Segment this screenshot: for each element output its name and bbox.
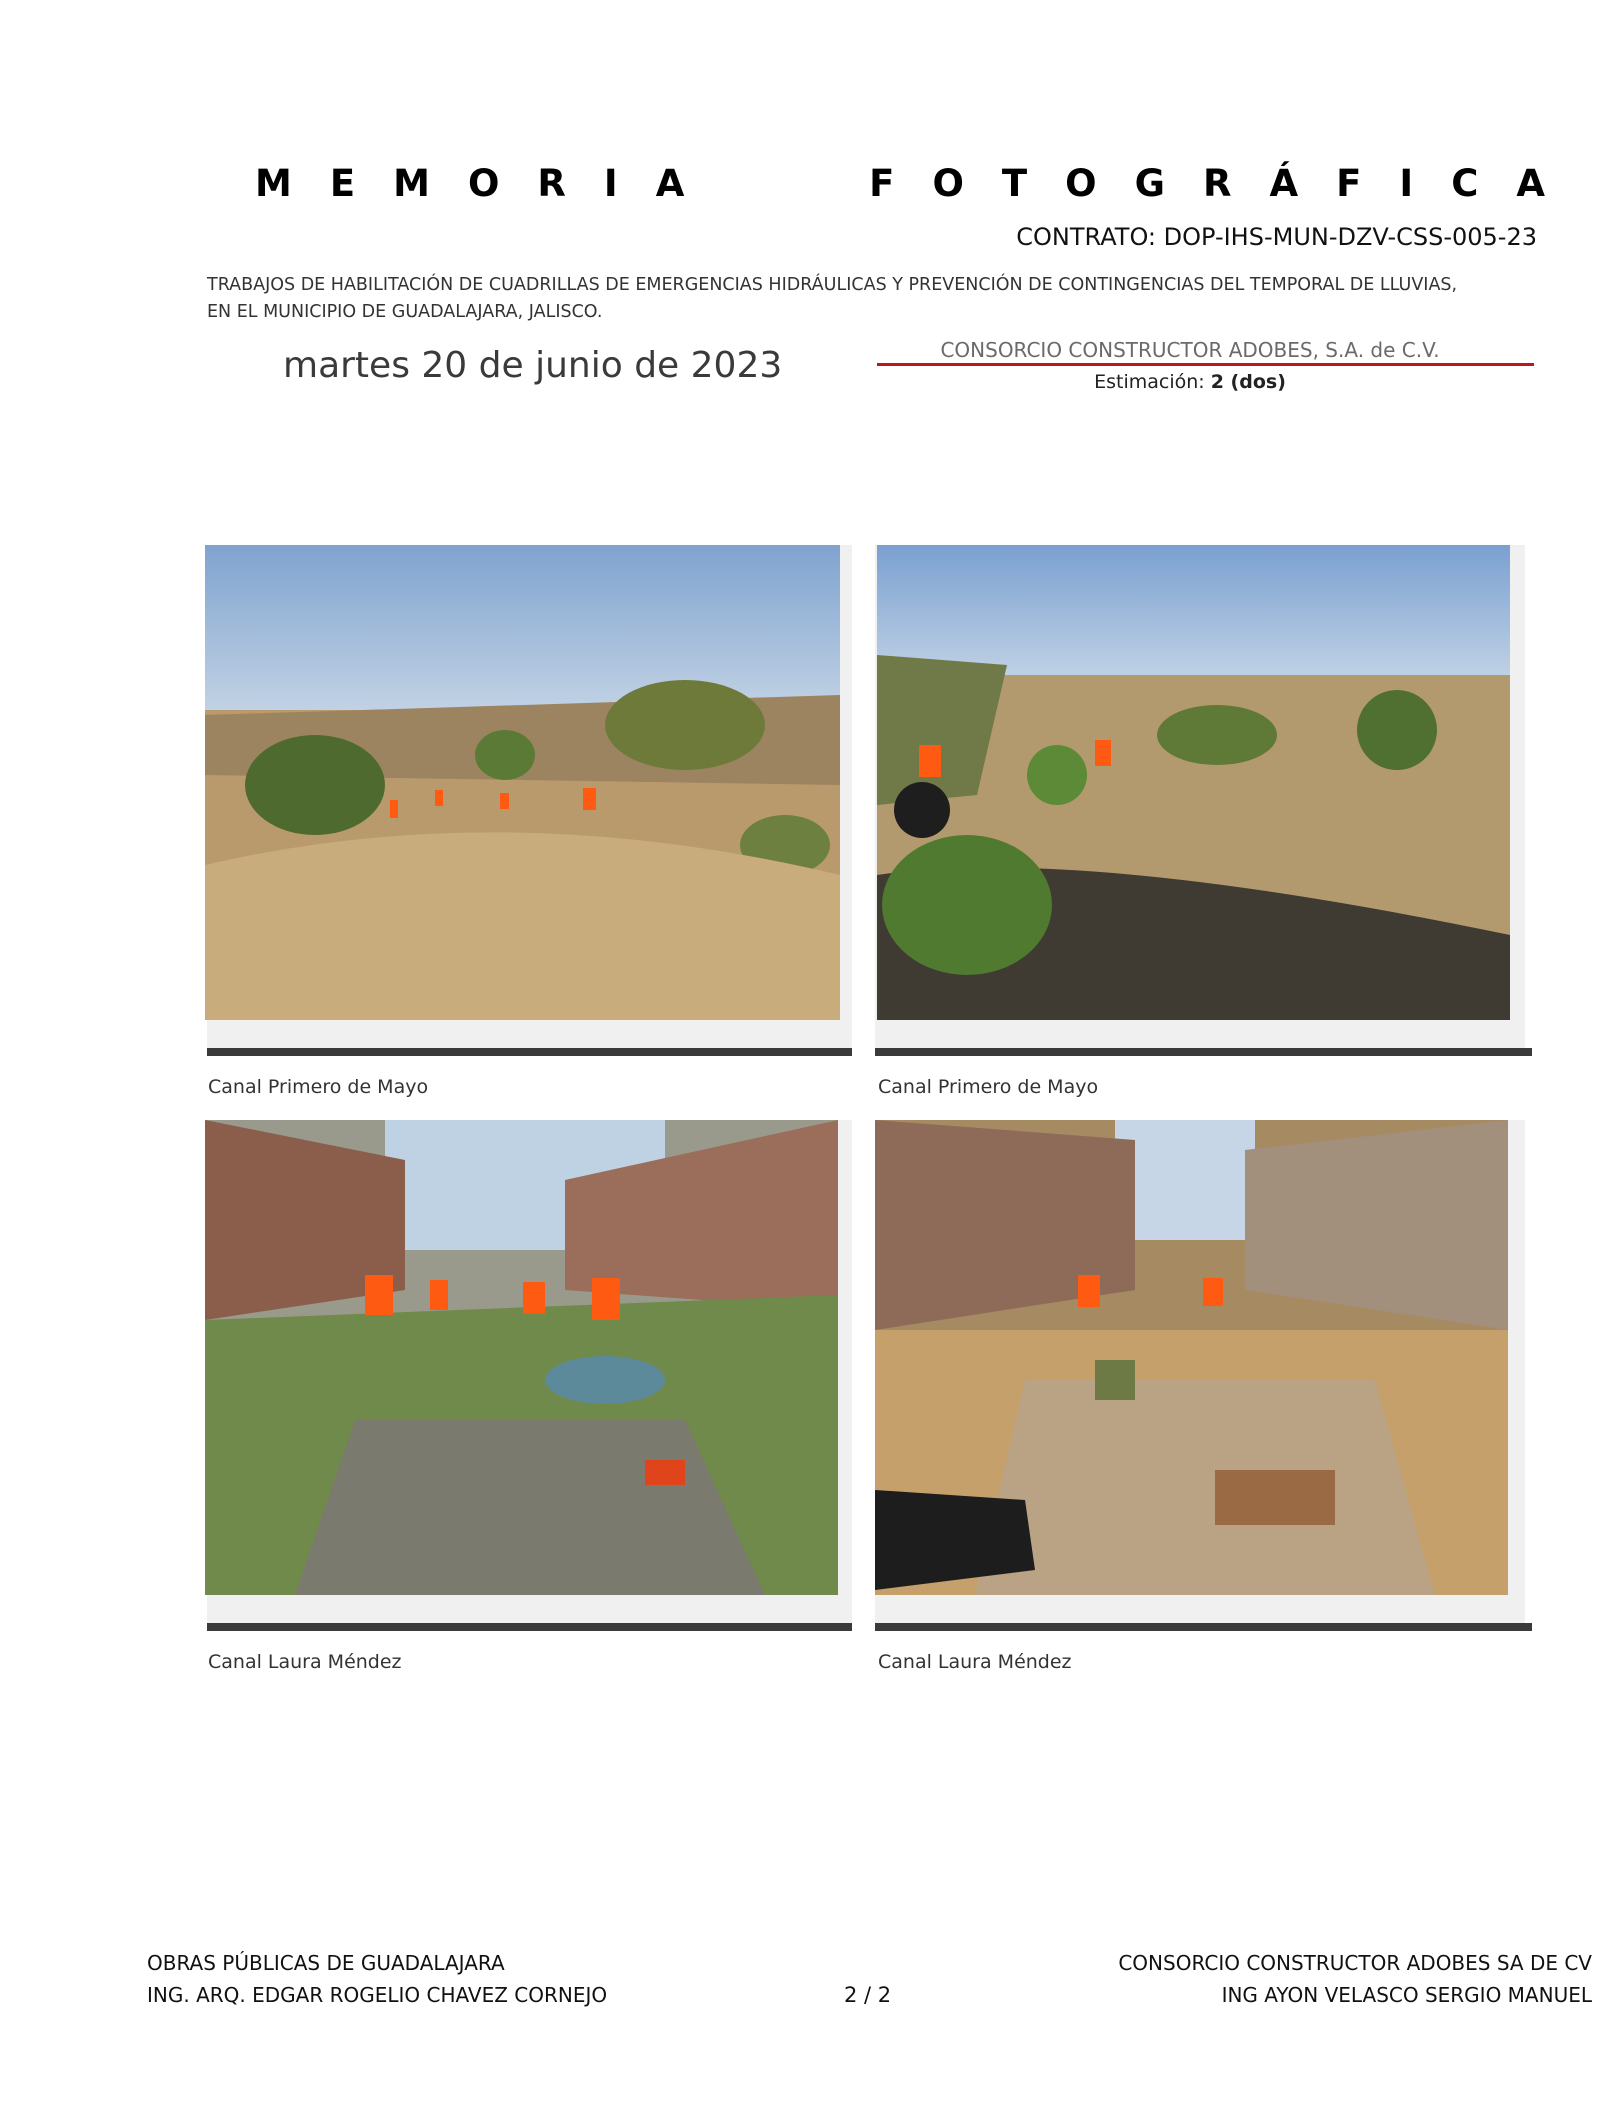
photo-bar-3 [207,1623,852,1631]
title-letter: O [1065,162,1097,205]
footer-right-line-2: ING AYON VELASCO SERGIO MANUEL [1221,1983,1592,2007]
red-divider [877,363,1534,366]
title-letter: R [537,162,566,205]
document-title [255,162,1545,205]
photo-1 [205,545,840,1020]
work-description [207,272,1537,326]
description-line-1: TRABAJOS DE HABILITACIÓN DE CUADRILLAS DE EMERGENCIAS HIDRÁULICAS Y PREVENCIÓN DE CONTINGENCIAS DEL TEMPORAL DE LLUVIAS, [207,275,1458,295]
title-letter: Á [1269,162,1299,205]
footer-right [1118,1947,1592,2011]
report-date: martes 20 de junio de 2023 [283,345,783,386]
estimation-value: 2 (dos) [1210,371,1286,393]
photo-4 [875,1120,1508,1595]
footer-left [147,1947,607,2011]
contract-number: CONTRATO: DOP-IHS-MUN-DZV-CSS-005-23 [1016,223,1537,251]
page-number: 2 / 2 [844,1983,892,2007]
photo-bar-1 [207,1048,852,1056]
title-letter: M [255,162,292,205]
title-letter: A [1516,162,1545,205]
photo-caption-3: Canal Laura Méndez [208,1651,402,1673]
footer-left-line-2: ING. ARQ. EDGAR ROGELIO CHAVEZ CORNEJO [147,1983,608,2007]
title-word-memoria [255,162,684,205]
title-letter: F [1336,162,1362,205]
estimation [870,371,1510,393]
consortium-name: CONSORCIO CONSTRUCTOR ADOBES, S.A. de C.V. [940,338,1440,362]
footer-left-line-1: OBRAS PÚBLICAS DE GUADALAJARA [147,1951,505,1975]
title-letter: O [467,162,500,205]
title-letter: O [932,162,964,205]
photo-2 [877,545,1510,1020]
title-letter: A [655,162,685,205]
title-word-fotografica [869,162,1545,205]
title-letter: M [393,162,430,205]
title-letter: G [1134,162,1165,205]
title-letter: I [1399,162,1414,205]
title-letter: F [869,162,895,205]
photo-bar-2 [875,1048,1532,1056]
photo-caption-1: Canal Primero de Mayo [208,1076,429,1098]
footer-right-line-1: CONSORCIO CONSTRUCTOR ADOBES SA DE CV [1118,1951,1592,1975]
title-letter: I [603,162,618,205]
photo-3 [205,1120,838,1595]
title-letter: E [329,162,356,205]
title-letter: R [1203,162,1232,205]
estimation-label: Estimación: [1094,371,1205,393]
description-line-2: EN EL MUNICIPIO DE GUADALAJARA, JALISCO. [207,302,603,322]
title-letter: T [1001,162,1028,205]
photo-caption-2: Canal Primero de Mayo [878,1076,1099,1098]
photo-bar-4 [875,1623,1532,1631]
photo-caption-4: Canal Laura Méndez [878,1651,1072,1673]
title-letter: C [1451,162,1479,205]
